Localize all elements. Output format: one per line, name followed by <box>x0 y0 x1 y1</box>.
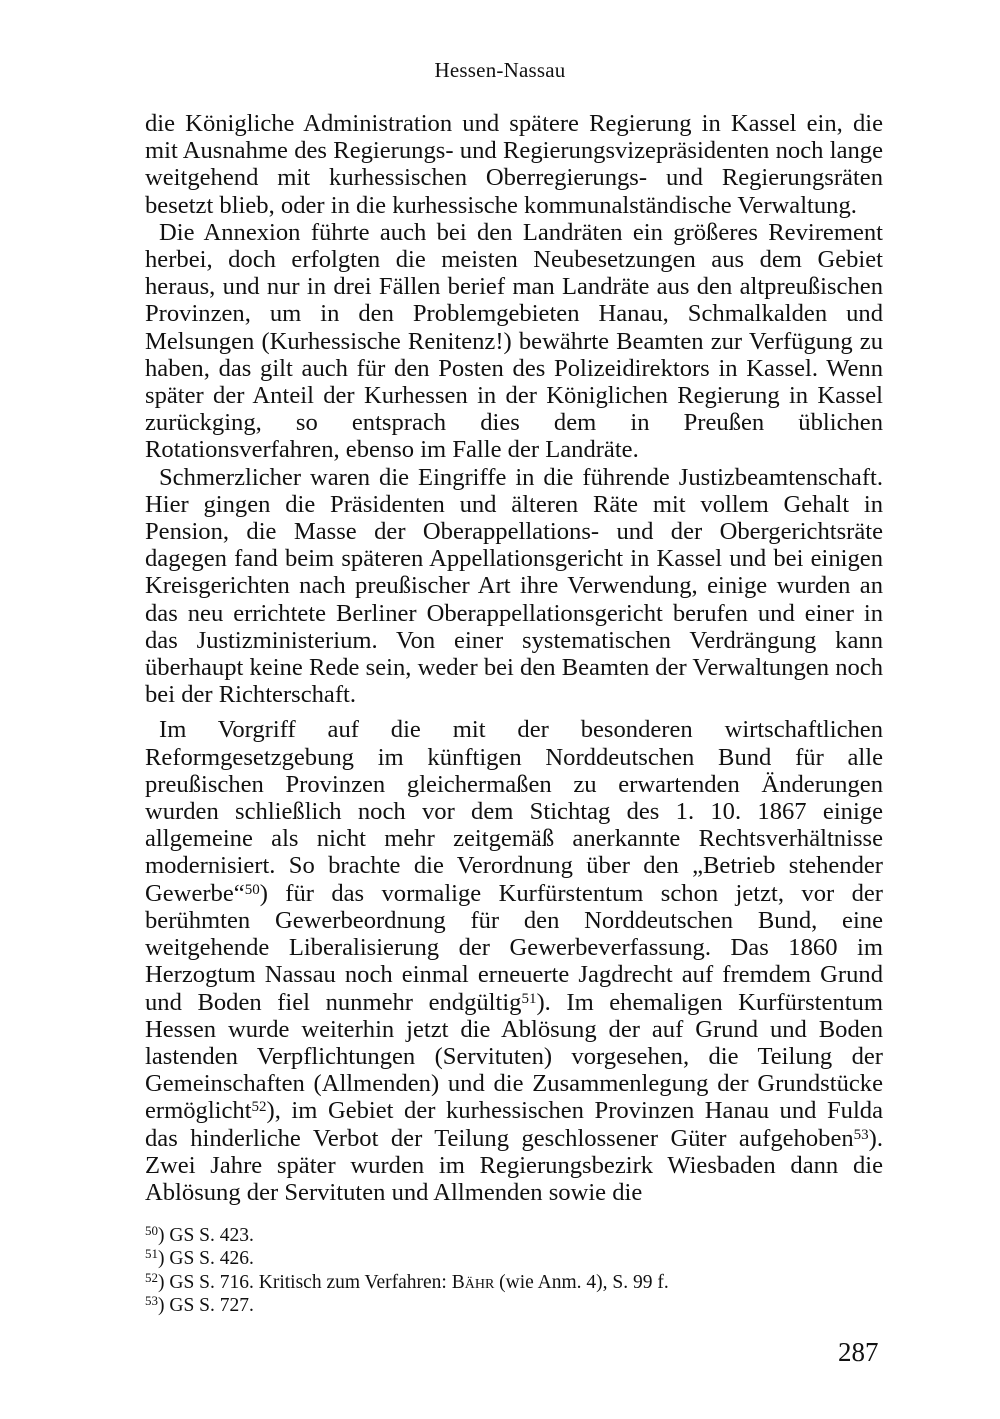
paragraph-4 <box>145 716 883 1206</box>
footnote-51 <box>145 1247 883 1270</box>
footnote-author: Bähr <box>451 1271 495 1293</box>
footnote-ref-50[interactable]: 50 <box>244 881 260 898</box>
footnote-50 <box>145 1224 883 1247</box>
footnote-text: ) GS S. 426. <box>158 1248 254 1270</box>
paragraph-4-text: ), im Gebiet der kurhessischen Provinzen Hanau und Fulda das hinderliche Verbot der Teilung geschlossener Güter aufgehoben <box>145 1097 883 1152</box>
footnote-number: 51 <box>145 1246 158 1262</box>
footnote-53 <box>145 1294 883 1317</box>
paragraph-1: die Königliche Administration und spätere Regierung in Kassel ein, die mit Ausnahme des Regierungs- und Regierungsvizepräsidenten noch lange weitgehend mit kurhessischen Oberregierungs- und Regierungsräten besetzt blieb, oder in die kurhessische kommunalständische Verwaltung. <box>145 110 883 219</box>
footnote-text: ) GS S. 716. Kritisch zum Verfahren: <box>158 1271 452 1293</box>
footnote-text: (wie Anm. 4), S. 99 f. <box>494 1271 669 1293</box>
paragraph-3: Schmerzlicher waren die Eingriffe in die führende Justizbeamtenschaft. Hier gingen die Präsidenten und älteren Räte mit vollem Gehalt in Pension, die Masse der Oberappellations- und der Obergerichtsräte dagegen fand beim späteren Appellationsgericht in Kassel und bei einigen Kreisgerichten nach preußischer Art ihre Verwendung, einige wurden an das neu errichtete Berliner Oberappellationsgericht berufen und einer in das Justizministerium. Von einer systematischen Verdrängung kann überhaupt keine Rede sein, weder bei den Beamten der Verwaltungen noch bei der Richterschaft. <box>145 463 883 709</box>
footnote-number: 52 <box>145 1269 158 1285</box>
running-head: Hessen-Nassau <box>434 58 566 82</box>
body-text <box>145 110 883 1206</box>
paragraph-4-text: Im Vorgriff auf die mit der besonderen wirtschaftlichen Reformgesetzgebung im künftigen Norddeutschen Bund für alle preußischen Provinzen gleichermaßen zu erwartenden Änderungen wurden schließlich noch vor dem Stichtag des 1. 10. 1867 einige allgemeine als nicht mehr zeitgemäß anerkannte Rechtsverhältnisse modernisiert. So brachte die Verordnung über den „Betrieb stehender Gewerbe“ <box>145 716 883 907</box>
footnote-ref-53[interactable]: 53 <box>853 1126 869 1143</box>
footnote-52 <box>145 1271 883 1294</box>
footnotes <box>145 1224 883 1317</box>
footnote-number: 50 <box>145 1223 158 1238</box>
footnote-number: 53 <box>145 1292 158 1308</box>
footnote-ref-51[interactable]: 51 <box>521 990 537 1007</box>
footnote-text: ) GS S. 423. <box>158 1225 254 1246</box>
paragraph-4-text: ). Zwei Jahre später wurden im Regierungsbezirk Wiesbaden dann die Ablösung der Servituten und Allmenden sowie die <box>145 1124 883 1206</box>
paragraph-4-text: ). Im ehemaligen Kurfürstentum Hessen wurde weiterhin jetzt die Ablösung der auf Grund und Boden lastenden Verpflichtungen (Servituten) vorgesehen, die Teilung der Gemeinschaften (Allmenden) und die Zusammenlegung der Grundstücke ermöglicht <box>145 988 883 1125</box>
paragraph-4-text: ) für das vormalige Kurfürstentum schon jetzt, vor der berühmten Gewerbeordnung für den Norddeutschen Bund, eine weitgehende Liberalisierung der Gewerbeverfassung. Das 1860 im Herzogtum Nassau noch einmal erneuerte Jagdrecht auf fremdem Grund und Boden fiel nunmehr endgültig <box>145 879 883 1016</box>
footnote-text: ) GS S. 727. <box>158 1294 254 1316</box>
page-number: 287 <box>838 1337 879 1367</box>
footnote-ref-52[interactable]: 52 <box>251 1099 267 1116</box>
paragraph-2: Die Annexion führte auch bei den Landräten ein größeres Revirement herbei, doch erfolgten die meisten Neubesetzungen aus dem Gebiet heraus, und nur in drei Fällen berief man Landräte aus den altpreußischen Provinzen, um in den Problemgebieten Hanau, Schmalkalden und Melsungen (Kurhessische Renitenz!) bewährte Beamten zur Verfügung zu haben, das gilt auch für den Posten des Polizeidirektors in Kassel. Wenn später der Anteil der Kurhessen in der Königlichen Regierung in Kassel zurückging, so entsprach dies dem in Preußen üblichen Rotationsverfahren, ebenso im Falle der Landräte. <box>145 218 883 464</box>
